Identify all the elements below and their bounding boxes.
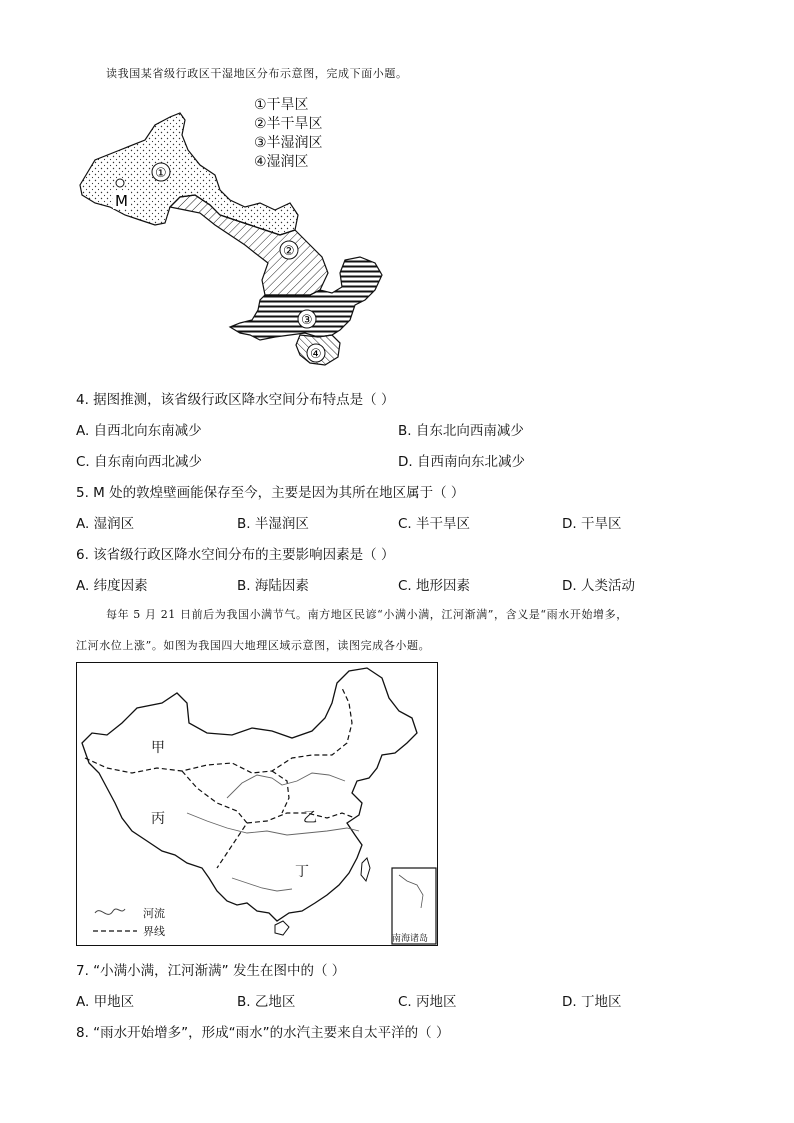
- region-yi: 乙: [303, 810, 317, 826]
- q4-option-d[interactable]: D. 自西南向东北减少: [398, 454, 525, 470]
- legend-semi-arid: ②半干旱区: [254, 116, 323, 132]
- border-qinghai-tibet: [182, 771, 247, 868]
- q4-option-a[interactable]: A. 自西北向东南减少: [76, 423, 202, 439]
- province-dry-wet-map: [70, 95, 390, 375]
- inset-label: 南海诸岛: [392, 934, 429, 944]
- question-7: 7. “小满小满，江河渐满” 发生在图中的（ ）: [76, 963, 346, 979]
- legend-semi-humid: ③半湿润区: [254, 135, 323, 151]
- m-location-marker: [116, 179, 124, 187]
- intro-text-1: 读我国某省级行政区干湿地区分布示意图，完成下面小题。: [106, 67, 408, 80]
- border-north-east: [272, 771, 289, 813]
- q5-option-d[interactable]: D. 干旱区: [562, 516, 622, 532]
- border-north-south: [247, 813, 355, 823]
- q7-option-a[interactable]: A. 甲地区: [76, 994, 135, 1010]
- legend-river-label: 河流: [143, 907, 165, 920]
- m-label: M: [115, 192, 128, 210]
- q7-option-d[interactable]: D. 丁地区: [562, 994, 622, 1010]
- pearl-river: [232, 878, 292, 891]
- question-8: 8. “雨水开始增多”，形成“雨水”的水汽主要来自太平洋的（ ）: [76, 1025, 450, 1041]
- q6-option-a[interactable]: A. 纬度因素: [76, 578, 148, 594]
- legend-border-label: 界线: [143, 925, 165, 938]
- q7-option-c[interactable]: C. 丙地区: [398, 994, 457, 1010]
- region-ding: 丁: [295, 864, 309, 880]
- q6-option-d[interactable]: D. 人类活动: [562, 578, 635, 594]
- zone-label-1: ①: [155, 166, 167, 181]
- zone-label-4: ④: [310, 347, 322, 362]
- hainan-island: [275, 921, 289, 935]
- q5-option-c[interactable]: C. 半干旱区: [398, 516, 471, 532]
- china-regions-map: [76, 662, 438, 946]
- legend-humid: ④湿润区: [254, 154, 309, 170]
- q4-option-b[interactable]: B. 自东北向西南减少: [398, 423, 524, 439]
- q7-option-b[interactable]: B. 乙地区: [237, 994, 296, 1010]
- region-jia: 甲: [151, 740, 165, 756]
- q5-option-a[interactable]: A. 湿润区: [76, 516, 135, 532]
- q5-option-b[interactable]: B. 半湿润区: [237, 516, 309, 532]
- china-outline: [82, 668, 417, 921]
- yellow-river: [227, 773, 345, 798]
- question-5: 5. M 处的敦煌壁画能保存至今，主要是因为其所在地区属于（ ）: [76, 485, 465, 501]
- figure1-legend: [254, 96, 323, 172]
- region-bing: 丙: [151, 811, 165, 827]
- question-6: 6. 该省级行政区降水空间分布的主要影响因素是（ ）: [76, 547, 395, 563]
- question-4: 4. 据图推测，该省级行政区降水空间分布特点是（ ）: [76, 392, 395, 408]
- q4-option-c[interactable]: C. 自东南向西北减少: [76, 454, 203, 470]
- zone-label-2: ②: [283, 244, 295, 259]
- taiwan-island: [361, 858, 370, 881]
- legend-arid: ①干旱区: [254, 97, 309, 113]
- q6-option-b[interactable]: B. 海陆因素: [237, 578, 309, 594]
- legend-river-symbol: [95, 909, 125, 914]
- intro-text-2-line1: 每年 5 月 21 日前后为我国小满节气。南方地区民谚“小满小满，江河渐满”，含义是“雨水开始增多，: [106, 608, 628, 621]
- zone-label-3: ③: [301, 313, 313, 328]
- intro-text-2-line2: 江河水位上涨”。如图为我国四大地理区域示意图，读图完成各小题。: [76, 639, 431, 652]
- q6-option-c[interactable]: C. 地形因素: [398, 578, 471, 594]
